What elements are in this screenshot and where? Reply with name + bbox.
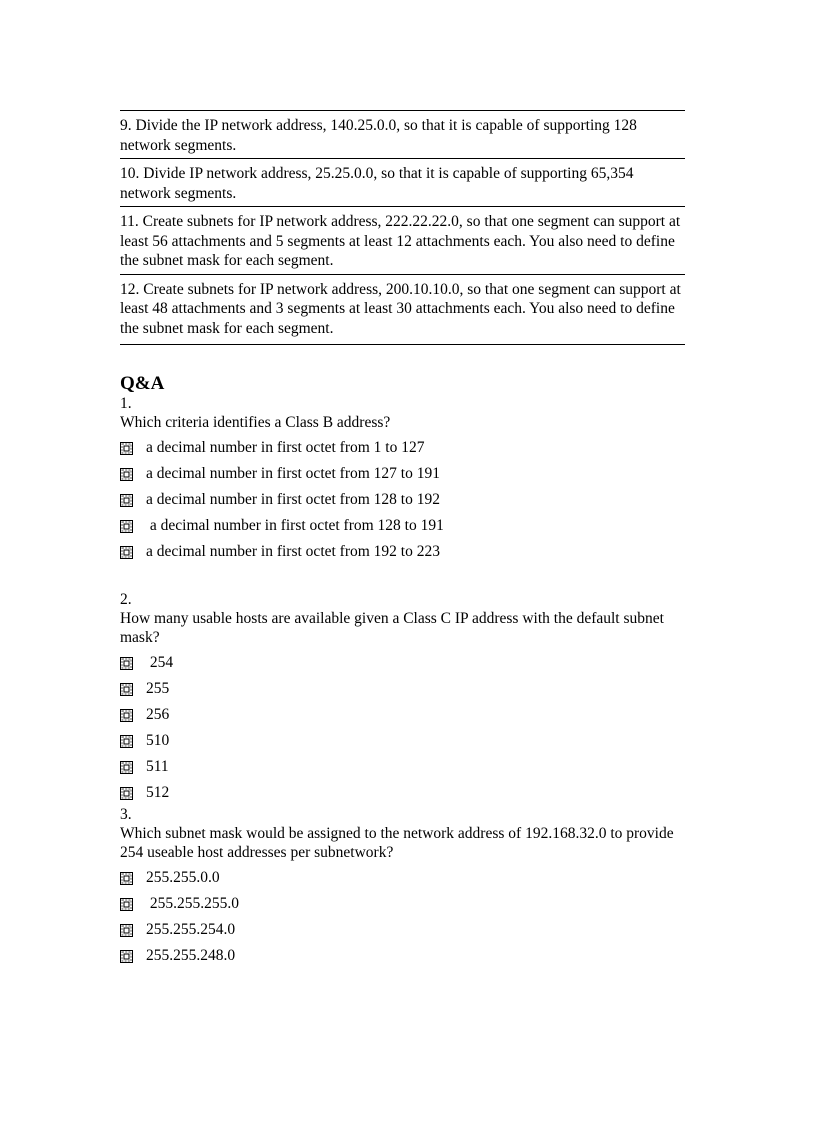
radio-button-icon[interactable] xyxy=(120,657,133,670)
question-2 xyxy=(120,591,685,806)
question-text: Which subnet mask would be assigned to the network address of 192.168.32.0 to provide 254 useable host addresses per subnetwork? xyxy=(120,825,674,861)
option-list xyxy=(120,865,685,969)
option-item[interactable] xyxy=(120,650,685,676)
option-item[interactable] xyxy=(120,487,685,513)
radio-button-icon[interactable] xyxy=(120,787,133,800)
option-item[interactable] xyxy=(120,513,685,539)
option-label: a decimal number in first octet from 128 to 191 xyxy=(146,517,444,534)
option-label: 255 xyxy=(146,680,170,697)
radio-button-icon[interactable] xyxy=(120,872,133,885)
exercise-12: 12. Create subnets for IP network address, 200.10.10.0, so that one segment can support at least 48 attachments and 3 segments at least 30 attachments each. You also need to define the subnet mask for each segment. xyxy=(120,280,681,337)
exercise-9: 9. Divide the IP network address, 140.25.0.0, so that it is capable of supporting 128 network segments. xyxy=(120,117,637,154)
option-item[interactable] xyxy=(120,754,685,780)
option-label: a decimal number in first octet from 192 to 223 xyxy=(146,543,440,560)
option-item[interactable] xyxy=(120,435,685,461)
document-page xyxy=(120,110,685,969)
option-label: 512 xyxy=(146,784,170,801)
option-item[interactable] xyxy=(120,943,685,969)
option-label: a decimal number in first octet from 127 to 191 xyxy=(146,465,440,482)
question-text: Which criteria identifies a Class B address? xyxy=(120,414,391,431)
option-label: 510 xyxy=(146,732,170,749)
separator-line xyxy=(120,158,685,159)
radio-button-icon[interactable] xyxy=(120,709,133,722)
radio-button-icon[interactable] xyxy=(120,520,133,533)
option-item[interactable] xyxy=(120,917,685,943)
radio-button-icon[interactable] xyxy=(120,442,133,455)
separator-line xyxy=(120,110,685,111)
radio-button-icon[interactable] xyxy=(120,950,133,963)
separator-line xyxy=(120,344,685,345)
option-label: 255.255.0.0 xyxy=(146,869,220,886)
option-label: 255.255.255.0 xyxy=(146,895,239,912)
option-list xyxy=(120,435,685,565)
question-text: How many usable hosts are available given a Class C IP address with the default subnet mask? xyxy=(120,610,664,646)
option-item[interactable] xyxy=(120,702,685,728)
radio-button-icon[interactable] xyxy=(120,735,133,748)
option-label: 255.255.254.0 xyxy=(146,921,236,938)
option-label: 256 xyxy=(146,706,170,723)
option-item[interactable] xyxy=(120,676,685,702)
option-list xyxy=(120,650,685,806)
option-label: a decimal number in first octet from 1 to 127 xyxy=(146,439,425,456)
exercise-10: 10. Divide IP network address, 25.25.0.0, so that it is capable of supporting 65,354 network segments. xyxy=(120,165,634,202)
separator-line xyxy=(120,206,685,207)
radio-button-icon[interactable] xyxy=(120,898,133,911)
option-item[interactable] xyxy=(120,780,685,806)
radio-button-icon[interactable] xyxy=(120,468,133,481)
option-label: 254 xyxy=(146,654,174,671)
question-3 xyxy=(120,806,685,969)
option-label: a decimal number in first octet from 128 to 192 xyxy=(146,491,440,508)
option-label: 511 xyxy=(146,758,169,775)
exercise-11: 11. Create subnets for IP network address, 222.22.22.0, so that one segment can support at least 56 attachments and 5 segments at least 12 attachments each. You also need to define the subnet mask for each segment. xyxy=(120,213,681,269)
separator-line xyxy=(120,274,685,275)
question-number: 1. xyxy=(120,395,132,412)
option-item[interactable] xyxy=(120,539,685,565)
option-item[interactable] xyxy=(120,461,685,487)
radio-button-icon[interactable] xyxy=(120,546,133,559)
radio-button-icon[interactable] xyxy=(120,494,133,507)
question-number: 3. xyxy=(120,806,132,823)
option-item[interactable] xyxy=(120,865,685,891)
radio-button-icon[interactable] xyxy=(120,924,133,937)
option-label: 255.255.248.0 xyxy=(146,947,236,964)
radio-button-icon[interactable] xyxy=(120,683,133,696)
question-1 xyxy=(120,395,685,565)
option-item[interactable] xyxy=(120,728,685,754)
option-item[interactable] xyxy=(120,891,685,917)
radio-button-icon[interactable] xyxy=(120,761,133,774)
qa-heading: Q&A xyxy=(120,373,165,394)
question-number: 2. xyxy=(120,591,132,608)
